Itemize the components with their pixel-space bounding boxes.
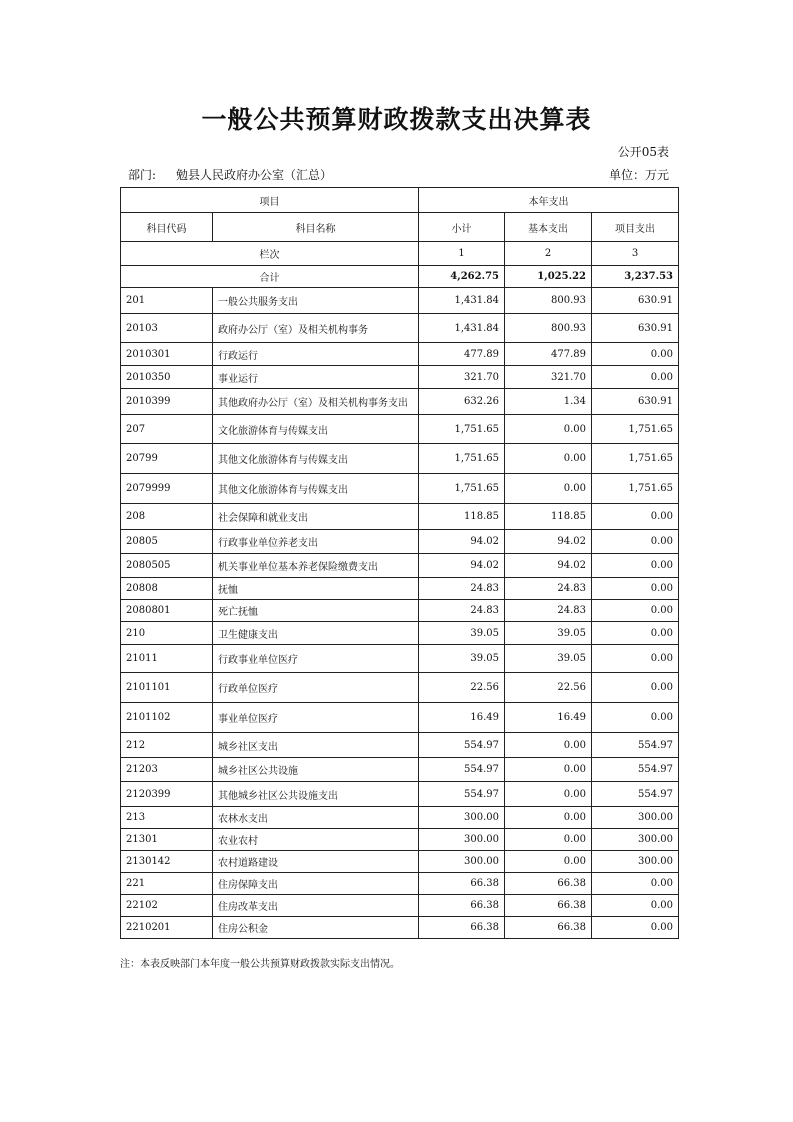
table-row <box>121 554 679 578</box>
footnote: 注：本表反映部门本年度一般公共预算财政拨款实际支出情况。 <box>120 959 400 970</box>
unit-label: 单位：万元 <box>608 168 669 182</box>
row-project: 554.97 <box>592 733 679 758</box>
row-project: 0.00 <box>592 622 679 645</box>
row-project: 0.00 <box>592 917 679 939</box>
row-subtotal: 24.83 <box>419 600 505 622</box>
row-basic: 22.56 <box>505 673 592 703</box>
row-subtotal: 1,751.65 <box>419 444 505 474</box>
row-basic: 0.00 <box>505 474 592 504</box>
row-name: 行政运行 <box>213 343 419 366</box>
row-project: 300.00 <box>592 829 679 851</box>
table-row <box>121 622 679 645</box>
row-code: 2010350 <box>121 366 213 389</box>
row-project: 554.97 <box>592 782 679 807</box>
row-name: 死亡抚恤 <box>213 600 419 622</box>
row-code: 221 <box>121 873 213 895</box>
total-subtotal: 4,262.75 <box>419 266 505 288</box>
row-name: 卫生健康支出 <box>213 622 419 645</box>
row-subtotal: 554.97 <box>419 758 505 782</box>
row-name: 文化旅游体育与传媒支出 <box>213 415 419 444</box>
row-basic: 1.34 <box>505 389 592 415</box>
row-basic: 118.85 <box>505 504 592 530</box>
table-row <box>121 673 679 703</box>
row-basic: 0.00 <box>505 415 592 444</box>
row-name: 机关事业单位基本养老保险缴费支出 <box>213 554 419 578</box>
row-basic: 0.00 <box>505 807 592 829</box>
row-subtotal: 66.38 <box>419 895 505 917</box>
table-row <box>121 873 679 895</box>
header-basic: 基本支出 <box>505 213 592 242</box>
row-basic: 16.49 <box>505 703 592 733</box>
row-subtotal: 1,751.65 <box>419 415 505 444</box>
table-row <box>121 288 679 314</box>
row-subtotal: 300.00 <box>419 851 505 873</box>
row-project: 0.00 <box>592 554 679 578</box>
row-name: 一般公共服务支出 <box>213 288 419 314</box>
row-basic: 66.38 <box>505 895 592 917</box>
row-name: 其他文化旅游体育与传媒支出 <box>213 444 419 474</box>
table-row <box>121 758 679 782</box>
header-project-expense: 项目支出 <box>592 213 679 242</box>
row-code: 201 <box>121 288 213 314</box>
row-project: 630.91 <box>592 389 679 415</box>
row-subtotal: 554.97 <box>419 782 505 807</box>
header-name: 科目名称 <box>213 213 419 242</box>
table-row <box>121 851 679 873</box>
row-basic: 0.00 <box>505 444 592 474</box>
row-project: 300.00 <box>592 807 679 829</box>
row-name: 政府办公厅（室）及相关机构事务 <box>213 314 419 343</box>
table-row <box>121 530 679 554</box>
row-basic: 800.93 <box>505 314 592 343</box>
total-project: 3,237.53 <box>592 266 679 288</box>
row-project: 630.91 <box>592 314 679 343</box>
row-subtotal: 39.05 <box>419 645 505 673</box>
row-name: 其他文化旅游体育与传媒支出 <box>213 474 419 504</box>
header-project: 项目 <box>121 188 419 213</box>
table-row <box>121 895 679 917</box>
row-subtotal: 554.97 <box>419 733 505 758</box>
row-name: 社会保障和就业支出 <box>213 504 419 530</box>
row-basic: 0.00 <box>505 758 592 782</box>
row-project: 0.00 <box>592 895 679 917</box>
row-basic: 477.89 <box>505 343 592 366</box>
header-row-2 <box>121 213 679 242</box>
page-title: 一般公共预算财政拨款支出决算表 <box>201 105 592 134</box>
column-index-2: 2 <box>505 242 592 266</box>
row-subtotal: 1,431.84 <box>419 288 505 314</box>
table-row <box>121 343 679 366</box>
row-project: 0.00 <box>592 504 679 530</box>
table-row <box>121 415 679 444</box>
row-name: 其他城乡社区公共设施支出 <box>213 782 419 807</box>
table-row <box>121 829 679 851</box>
row-name: 事业运行 <box>213 366 419 389</box>
row-name: 农村道路建设 <box>213 851 419 873</box>
table-row <box>121 444 679 474</box>
total-label: 合计 <box>121 266 419 288</box>
row-project: 0.00 <box>592 578 679 600</box>
header-code: 科目代码 <box>121 213 213 242</box>
row-code: 21011 <box>121 645 213 673</box>
row-subtotal: 24.83 <box>419 578 505 600</box>
row-project: 0.00 <box>592 530 679 554</box>
table-row <box>121 782 679 807</box>
row-basic: 0.00 <box>505 733 592 758</box>
row-subtotal: 321.70 <box>419 366 505 389</box>
row-project: 0.00 <box>592 343 679 366</box>
row-code: 2101102 <box>121 703 213 733</box>
row-project: 1,751.65 <box>592 415 679 444</box>
table-row <box>121 504 679 530</box>
row-basic: 66.38 <box>505 917 592 939</box>
row-code: 2080505 <box>121 554 213 578</box>
row-code: 2080801 <box>121 600 213 622</box>
row-name: 住房公积金 <box>213 917 419 939</box>
row-project: 0.00 <box>592 873 679 895</box>
row-project: 630.91 <box>592 288 679 314</box>
row-project: 1,751.65 <box>592 474 679 504</box>
row-subtotal: 66.38 <box>419 873 505 895</box>
row-name: 事业单位医疗 <box>213 703 419 733</box>
table-row <box>121 703 679 733</box>
row-project: 0.00 <box>592 703 679 733</box>
row-name: 住房保障支出 <box>213 873 419 895</box>
row-subtotal: 16.49 <box>419 703 505 733</box>
row-subtotal: 477.89 <box>419 343 505 366</box>
row-project: 0.00 <box>592 366 679 389</box>
row-name: 行政单位医疗 <box>213 673 419 703</box>
row-basic: 321.70 <box>505 366 592 389</box>
row-project: 0.00 <box>592 600 679 622</box>
row-subtotal: 94.02 <box>419 554 505 578</box>
row-basic: 24.83 <box>505 600 592 622</box>
row-code: 208 <box>121 504 213 530</box>
row-name: 城乡社区公共设施 <box>213 758 419 782</box>
row-project: 300.00 <box>592 851 679 873</box>
header-current-year: 本年支出 <box>419 188 679 213</box>
row-code: 213 <box>121 807 213 829</box>
row-subtotal: 94.02 <box>419 530 505 554</box>
row-project: 0.00 <box>592 673 679 703</box>
row-code: 20799 <box>121 444 213 474</box>
header-subtotal: 小计 <box>419 213 505 242</box>
row-basic: 0.00 <box>505 782 592 807</box>
row-project: 1,751.65 <box>592 444 679 474</box>
row-basic: 39.05 <box>505 622 592 645</box>
row-subtotal: 66.38 <box>419 917 505 939</box>
row-code: 21301 <box>121 829 213 851</box>
row-name: 城乡社区支出 <box>213 733 419 758</box>
table-row <box>121 389 679 415</box>
department-label: 部门: <box>128 168 157 182</box>
row-name: 抚恤 <box>213 578 419 600</box>
row-basic: 800.93 <box>505 288 592 314</box>
row-code: 20805 <box>121 530 213 554</box>
form-number: 公开05表 <box>617 145 669 159</box>
column-index-label: 栏次 <box>121 242 419 266</box>
row-basic: 39.05 <box>505 645 592 673</box>
row-project: 554.97 <box>592 758 679 782</box>
row-code: 2120399 <box>121 782 213 807</box>
row-subtotal: 22.56 <box>419 673 505 703</box>
row-basic: 24.83 <box>505 578 592 600</box>
table-row <box>121 366 679 389</box>
row-code: 2210201 <box>121 917 213 939</box>
row-name: 行政事业单位医疗 <box>213 645 419 673</box>
row-code: 2010301 <box>121 343 213 366</box>
row-subtotal: 39.05 <box>419 622 505 645</box>
row-name: 住房改革支出 <box>213 895 419 917</box>
row-code: 212 <box>121 733 213 758</box>
row-name: 其他政府办公厅（室）及相关机构事务支出 <box>213 389 419 415</box>
total-row <box>121 266 679 288</box>
row-subtotal: 118.85 <box>419 504 505 530</box>
row-basic: 94.02 <box>505 530 592 554</box>
row-basic: 66.38 <box>505 873 592 895</box>
row-name: 农林水支出 <box>213 807 419 829</box>
row-code: 207 <box>121 415 213 444</box>
row-subtotal: 632.26 <box>419 389 505 415</box>
row-name: 行政事业单位养老支出 <box>213 530 419 554</box>
row-code: 2101101 <box>121 673 213 703</box>
row-subtotal: 1,431.84 <box>419 314 505 343</box>
row-code: 22102 <box>121 895 213 917</box>
table-row <box>121 578 679 600</box>
expenditure-table <box>120 187 679 939</box>
total-basic: 1,025.22 <box>505 266 592 288</box>
row-name: 农业农村 <box>213 829 419 851</box>
row-subtotal: 300.00 <box>419 807 505 829</box>
row-code: 20808 <box>121 578 213 600</box>
row-basic: 0.00 <box>505 829 592 851</box>
row-code: 210 <box>121 622 213 645</box>
row-code: 2010399 <box>121 389 213 415</box>
row-code: 21203 <box>121 758 213 782</box>
department-name: 勉县人民政府办公室（汇总） <box>176 168 333 182</box>
table-row <box>121 600 679 622</box>
table-row <box>121 807 679 829</box>
table-row <box>121 917 679 939</box>
row-subtotal: 300.00 <box>419 829 505 851</box>
row-code: 2130142 <box>121 851 213 873</box>
row-subtotal: 1,751.65 <box>419 474 505 504</box>
column-index-3: 3 <box>592 242 679 266</box>
row-basic: 94.02 <box>505 554 592 578</box>
table-row <box>121 474 679 504</box>
table-row <box>121 733 679 758</box>
row-code: 2079999 <box>121 474 213 504</box>
row-project: 0.00 <box>592 645 679 673</box>
column-index-1: 1 <box>419 242 505 266</box>
header-row-1 <box>121 188 679 213</box>
row-basic: 0.00 <box>505 851 592 873</box>
column-index-row <box>121 242 679 266</box>
table-row <box>121 645 679 673</box>
table-row <box>121 314 679 343</box>
row-code: 20103 <box>121 314 213 343</box>
